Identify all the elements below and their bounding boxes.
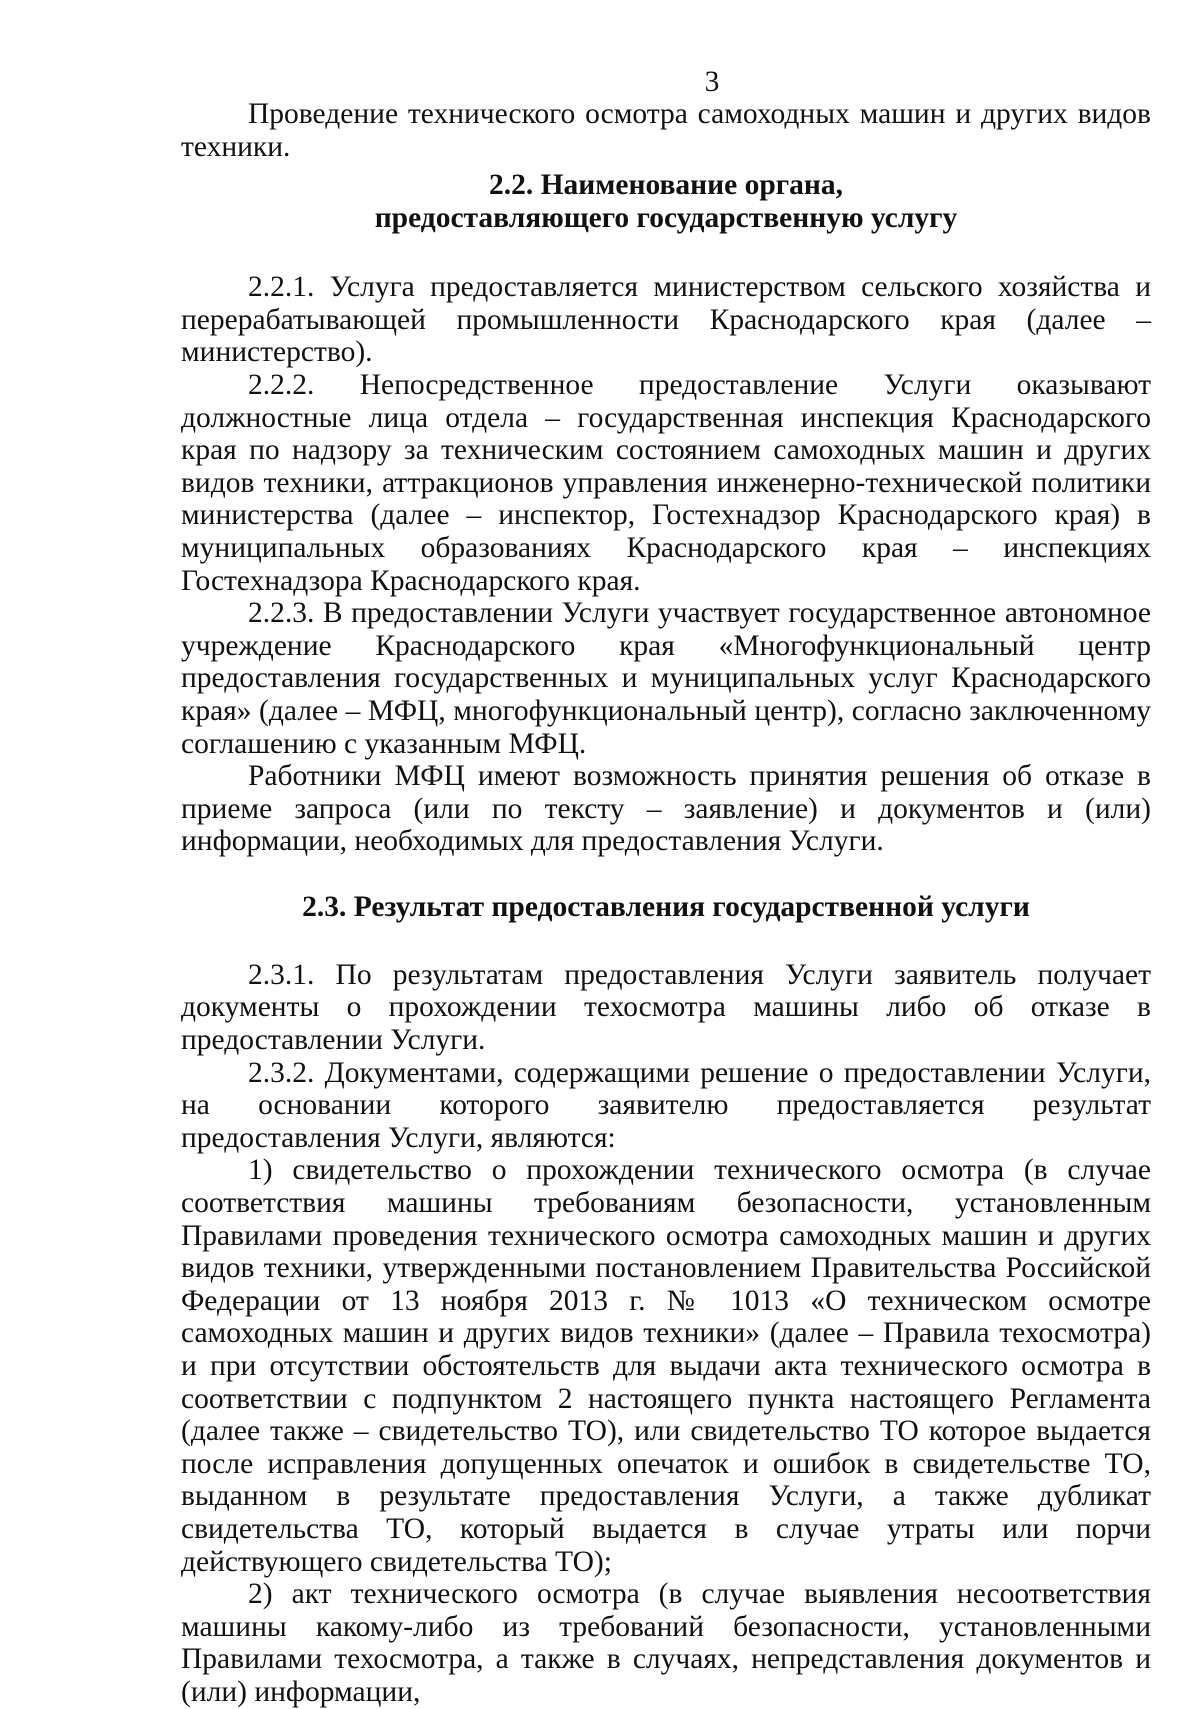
section-2-3-heading: 2.3. Результат предоставления государственной услуги [302,890,1030,923]
section-2-2-heading-line1: 2.2. Наименование органа, [488,169,844,202]
paragraph-2-3-1: 2.3.1. По результатам предоставления Услуги заявитель получает документы о прохождении техосмотра машины либо об отказе в предоставлении Услуги. [181,958,1151,1057]
paragraph-mfc-workers: Работники МФЦ имеют возможность принятия решения об отказе в приеме запроса (или по тексту – заявление) и документов и (или) информации, необходимых для предоставления Услуги. [181,760,1151,858]
paragraph-2-3-2: 2.3.2. Документами, содержащими решение о предоставлении Услуги, на основании которого заявителю предоставляется результат предоставления Услуги, являются: [181,1056,1151,1154]
section-2-3-heading-block [181,891,1151,924]
paragraph-2-2-1: 2.2.1. Услуга предоставляется министерством сельского хозяйства и перерабатывающей промышленности Краснодарского края (далее – министерство). [181,271,1151,369]
document-page [181,66,1151,1709]
section-2-2-heading [181,169,1151,235]
list-item-1: 1) свидетельство о прохождении технического осмотра (в случае соответствия машины требованиям безопасности, установленным Правилами проведения технического осмотра самоходных машин и других видов техники, утвержденными постановлением Правительства Российской Федерации от 13 ноября 2013 г. № 1013 «О техническом осмотре самоходных машин и других видов техники» (далее – Правила техосмотра) и при отсутствии обстоятельств для выдачи акта технического осмотра в соответствии с подпунктом 2 настоящего пункта настоящего Регламента (далее также – свидетельство ТО), или свидетельство ТО которое выдается после исправления допущенных опечаток и ошибок в свидетельстве ТО, выданном в результате предоставления Услуги, а также дубликат свидетельства ТО, который выдается в случае утраты или порчи действующего свидетельства ТО); [181,1154,1151,1578]
intro-paragraph: Проведение технического осмотра самоходных машин и других видов техники. [181,98,1151,163]
paragraph-2-2-2: 2.2.2. Непосредственное предоставление Услуги оказывают должностные лица отдела – государственная инспекция Краснодарского края по надзору за техническим состоянием самоходных машин и других видов техники, аттракционов управления инженерно-технической политики министерства (далее – инспектор, Гостехнадзор Краснодарского края) в муниципальных образованиях Краснодарского края – инспекциях Гостехнадзора Краснодарского края. [181,368,1151,597]
page-number: 3 [704,66,720,98]
section-2-2-heading-line2: предоставляющего государственную услугу [374,202,958,235]
list-item-2: 2) акт технического осмотра (в случае выявления несоответствия машины какому-либо из требований безопасности, установленными Правилами техосмотра, а также в случаях, непредставления документов и (или) информации, [181,1578,1151,1708]
paragraph-2-2-3: 2.2.3. В предоставлении Услуги участвует государственное автономное учреждение Краснодарского края «Многофункциональный центр предоставления государственных и муниципальных услуг Краснодарского края» (далее – МФЦ, многофункциональный центр), согласно заключенному соглашению с указанным МФЦ. [181,597,1151,760]
